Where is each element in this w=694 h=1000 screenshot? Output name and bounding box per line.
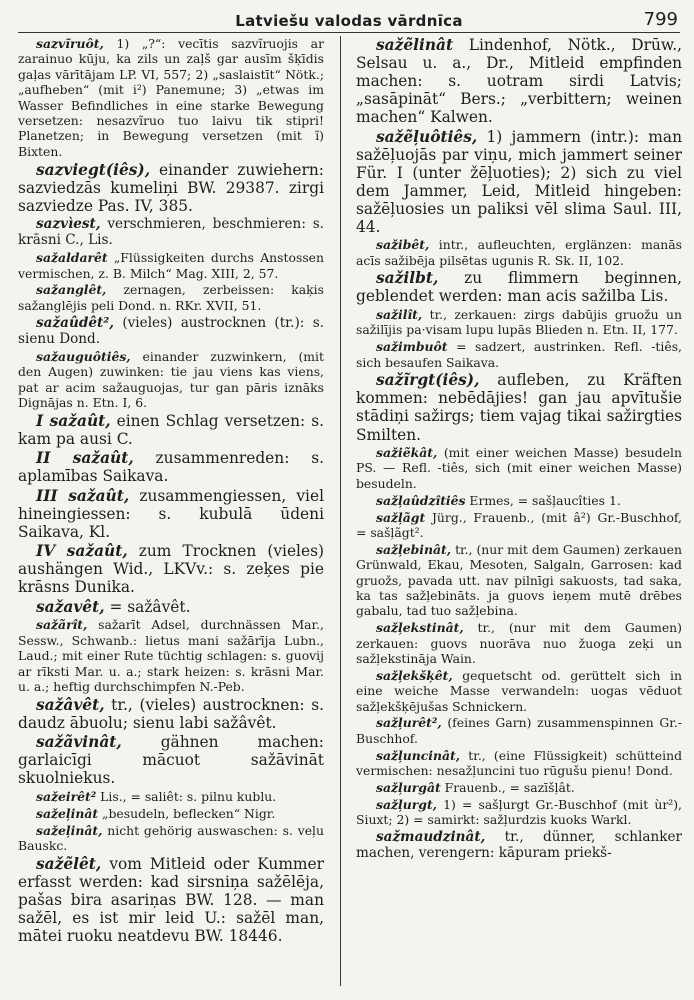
dictionary-entry [18,733,324,787]
dictionary-entry [18,250,324,281]
entry-headword: sažilbt, [376,269,439,288]
dictionary-entry [356,269,682,305]
dictionary-entry [356,748,682,779]
entry-definition: zu flimmern beginnen, geblendet werden: man acis sažilba Lis. [356,269,682,306]
dictionary-entry [18,806,324,821]
entry-definition: Lis., = saliêt: s. pilnu kublu. [96,788,277,804]
entry-definition: gähnen machen: garlaicīgi mācuot sažāvināt skuolniekus. [18,733,324,788]
entry-headword: sažļãgt [376,509,426,525]
dictionary-entry [356,445,682,491]
right-column [348,36,682,988]
dictionary-entry [18,696,324,732]
entry-headword: sažaldarêt [36,250,108,266]
entry-headword: sažauguôtiês, [36,348,131,364]
entry-definition: tr., (nur mit dem Gaumen) zerkauen Grünwald, Ekau, Mesoten, Salgaln, Garrosen: kad gruožs, pavada utt. nav pilnīgi sakuosts, tad saka, ka tas sažļebināts. ja guovs ieņem mutē drēbes gabalu, tad tuo sažļebina. [356,541,682,619]
entry-headword: II sažaût, [36,449,134,468]
dictionary-entry [356,668,682,714]
entry-definition: sažarīt Adsel, durchnässen Mar., Sessw., Schwanb.: lietus mani sažārīja Lubn., Laud.; mit einer Rute tüchtig schlagen: s. guovij ar rīksti Mar. u. a.; stark heizen: s. krāsni Mar. u. a.; heftig durchschimpfen N.-Peb. [18,617,324,694]
entry-headword: sažavêt, [36,597,105,616]
entry-headword: sažeļinât, [36,822,103,838]
dictionary-entry [356,371,682,443]
entry-headword: sažiẽkât, [376,445,438,461]
entry-headword: III sažaût, [36,486,130,505]
entry-definition: 1) „?“: vecītis sazvĩruojis ar zarainuo kūju, ka zils un zaļš gar ausīm šķīdis gaļas vārītājam LP. VI, 557; 2) „saslaistīt“ Nötk.; „aufheben“ (mit i²) Panemune; 3) „etwas im Wasser Befindliches in eine starke Bewegung versetzen: nesazvĩruo tuo laivu tik stipri! Planetzen; in Bewegung versetzen (mit ĩ) Bixten. [18,36,324,159]
dictionary-entry [18,617,324,694]
entry-headword: sažãvinât, [36,733,122,752]
dictionary-entry [356,829,682,862]
dictionary-entry [18,487,324,541]
dictionary-entry [18,282,324,313]
dictionary-entry [356,493,682,508]
entry-definition: = sažâvêt. [104,597,191,616]
entry-headword: sažĩrgt(iês), [376,371,480,390]
entry-headword: sažļurgt, [376,796,437,812]
dictionary-entry [18,542,324,596]
dictionary-entry [356,620,682,666]
dictionary-entry [18,216,324,249]
entry-headword: sažãrît, [36,617,88,633]
dictionary-entry [18,449,324,485]
entry-headword: sažibêt, [376,237,430,253]
entry-definition: Lindenhof, Nötk., Drūw., Selsau u. a., Dr., Mitleid empfinden machen: s. uotram sirdi Latvis; „sasāpināt“ Bers.; „verbittern; weinen machen“ Kalwen. [356,36,682,127]
entry-headword: sažmaudzinât, [376,829,486,846]
entry-headword: sažilît, [376,306,423,322]
dictionary-entry [18,823,324,854]
entry-definition: Jürg., Frauenb., (mit â²) Gr.-Buschhof, = sašļãgt². [356,509,682,540]
dictionary-entry [356,128,682,236]
entry-definition: zernagen, zerbeissen: kaķis sažanglējis peli Dond. n. RKr. XVII, 51. [18,282,324,313]
entry-headword: sažļekstinât, [376,620,464,636]
entry-definition: tr., (vieles) austrocknen: s. daudz ābuolu; sienu labi sažâvêt. [18,695,324,732]
entry-headword: sažeļinât [36,805,99,821]
dictionary-entry [356,715,682,746]
entry-definition: vom Mitleid oder Kummer erfasst werden: kad sirsniņa sažēlēja, pašas bira asariņas BW. 128. — man sažēl, es ist mir leid U.: sažēl man, mātei ruoku neatdevu BW. 18446. [18,854,324,945]
entry-definition: (feines Garn) zusammenspinnen Gr.-Buschhof. [356,715,682,746]
entry-definition: einen Schlag versetzen: s. kam pa ausi C. [18,411,324,448]
dictionary-entry [356,237,682,268]
entry-definition: einander zuwiehern: sazviedzās kumeliņi BW. 29387. zirgi sazviedze Pas. IV, 385. [18,160,324,215]
entry-definition: tr., (eine Flüssigkeit) schütteind vermischen: nesažļuncini tuo rūgušu pienu! Dond. [356,747,682,779]
entry-headword: sažļaûdzîtiês [376,492,466,508]
entry-headword: sažļurgât [376,779,441,795]
entry-definition: tr., (nur mit dem Gaumen) zerkauen: guovs nuorāva nuo žuoga zeķi un sažļekstināja Wain. [356,620,682,666]
page-number: 799 [643,9,678,30]
dictionary-entry [18,855,324,945]
dictionary-entry [18,349,324,411]
entry-headword: sažanglêt, [36,282,107,298]
dictionary-entry [18,315,324,348]
entry-definition: zum Trocknen (vieles) aushängen Wid., LKVv.: s. zeķes pie krāsns Dunika. [18,542,324,597]
dictionary-entry [356,36,682,126]
entry-headword: sazviegt(iês), [36,160,151,179]
dictionary-entry [18,789,324,804]
dictionary-entry [18,36,324,159]
column-divider [340,36,341,986]
entry-headword: sažaûdêt², [36,314,114,331]
dictionary-entry [356,780,682,795]
entry-definition: 1) = sašļurgt Gr.-Buschhof (mit ùr²), Siuxt; 2) = samirkt: sažļurdzis kuoks Warkl. [356,796,682,828]
entry-definition: intr., aufleuchten, erglänzen: manās acīs sažibēja pilsētas ugunis R. Sk. II, 102. [356,237,682,268]
dictionary-entry [356,510,682,541]
entry-definition: (mit einer weichen Masse) besudeln PS. — Refl. -tiês, sich (mit einer weichen Masse) besudeln. [356,445,682,491]
dictionary-entry [356,307,682,338]
dictionary-entry [356,339,682,370]
entry-headword: sažimbuôt [376,339,448,355]
entry-definition: einander zuzwinkern, (mit den Augen) zuwinken: tie jau viens kas viens, pat ar acim sažauguojas, tur gan pāris iznāks Dignājas n. Etn. I, 6. [18,348,324,410]
entry-headword: sažâvêt, [36,695,105,714]
entry-headword: I sažaût, [36,411,111,430]
entry-definition: „besudeln, beflecken“ Nigr. [98,805,276,821]
entry-definition: tr., zerkauen: zirgs dabūjis gruožu un sažilījis pa·visam lupu lupās Blieden n. Etn. II, 177. [356,306,682,338]
dictionary-entry [356,542,682,619]
entry-headword: IV sažaût, [36,542,128,561]
entry-definition: (vieles) austrocknen (tr.): s. sienu Dond. [18,314,324,347]
dictionary-entry [18,598,324,616]
entry-headword: sažẽlêt, [36,854,102,873]
entry-definition: zusammengiessen, viel hineingiessen: s. kubulā ūdeni Saikava, Kl. [18,486,324,541]
dictionary-entry [18,161,324,215]
entry-definition: Ermes, = sašļaucîties 1. [465,492,621,508]
entry-headword: sažeirêt² [36,788,97,804]
entry-headword: sazvĩruôt, [36,36,104,51]
entry-definition: gequetscht od. gerüttelt sich in eine weiche Masse verwandeln: uogas vēduot sažļekšķējušas Schnickern. [356,667,682,714]
entry-definition: verschmieren, beschmieren: s. krāsni C., Lis. [18,216,324,249]
entry-definition: tr., dünner, schlanker machen, verengern: kāpuram priekš- [356,829,682,862]
entry-definition: aufleben, zu Kräften kommen: nebēdājies! gan jau apvītušie stādiņi sažirgs; tiem vajag tikai sažirgties Smilten. [356,371,682,444]
entry-definition: „Flüssigkeiten durchs Anstossen vermischen, z. B. Milch“ Mag. XIII, 2, 57. [18,250,324,281]
dictionary-entry [18,412,324,448]
entry-headword: sazvìest, [36,216,101,233]
entry-definition: 1) jammern (intr.): man sažēļuojās par viņu, mich jammert seiner Für. I (unter žēļuoties); 2) sich zu viel dem Jammer, Leid, Mitleid hingeben: sažēļuosies un paliksi vēl slima Saul. III, 44. [356,127,682,236]
running-title: Latviešu valodas vārdnīca [235,12,463,30]
entry-headword: sažļekšķêt, [376,667,453,683]
entry-headword: sažļebinât, [376,541,452,557]
entry-definition: zusammenreden: s. aplamības Saikava. [18,449,325,486]
dictionary-entry [356,797,682,828]
entry-headword: sažẽļuôtiês, [376,127,478,146]
entry-headword: sažẽlinât [376,36,454,54]
entry-definition: Frauenb., = sazīšļât. [440,779,575,795]
entry-headword: sažļuncinât, [376,747,461,763]
entry-definition: = sadzert, austrinken. Refl. -tiês, sich besaufen Saikava. [356,339,682,370]
entry-definition: nicht gehörig auswaschen: s. veļu Bauskc. [18,822,324,854]
page-header [18,6,680,33]
entry-headword: sažļurêt², [376,715,442,731]
left-column [18,36,334,988]
